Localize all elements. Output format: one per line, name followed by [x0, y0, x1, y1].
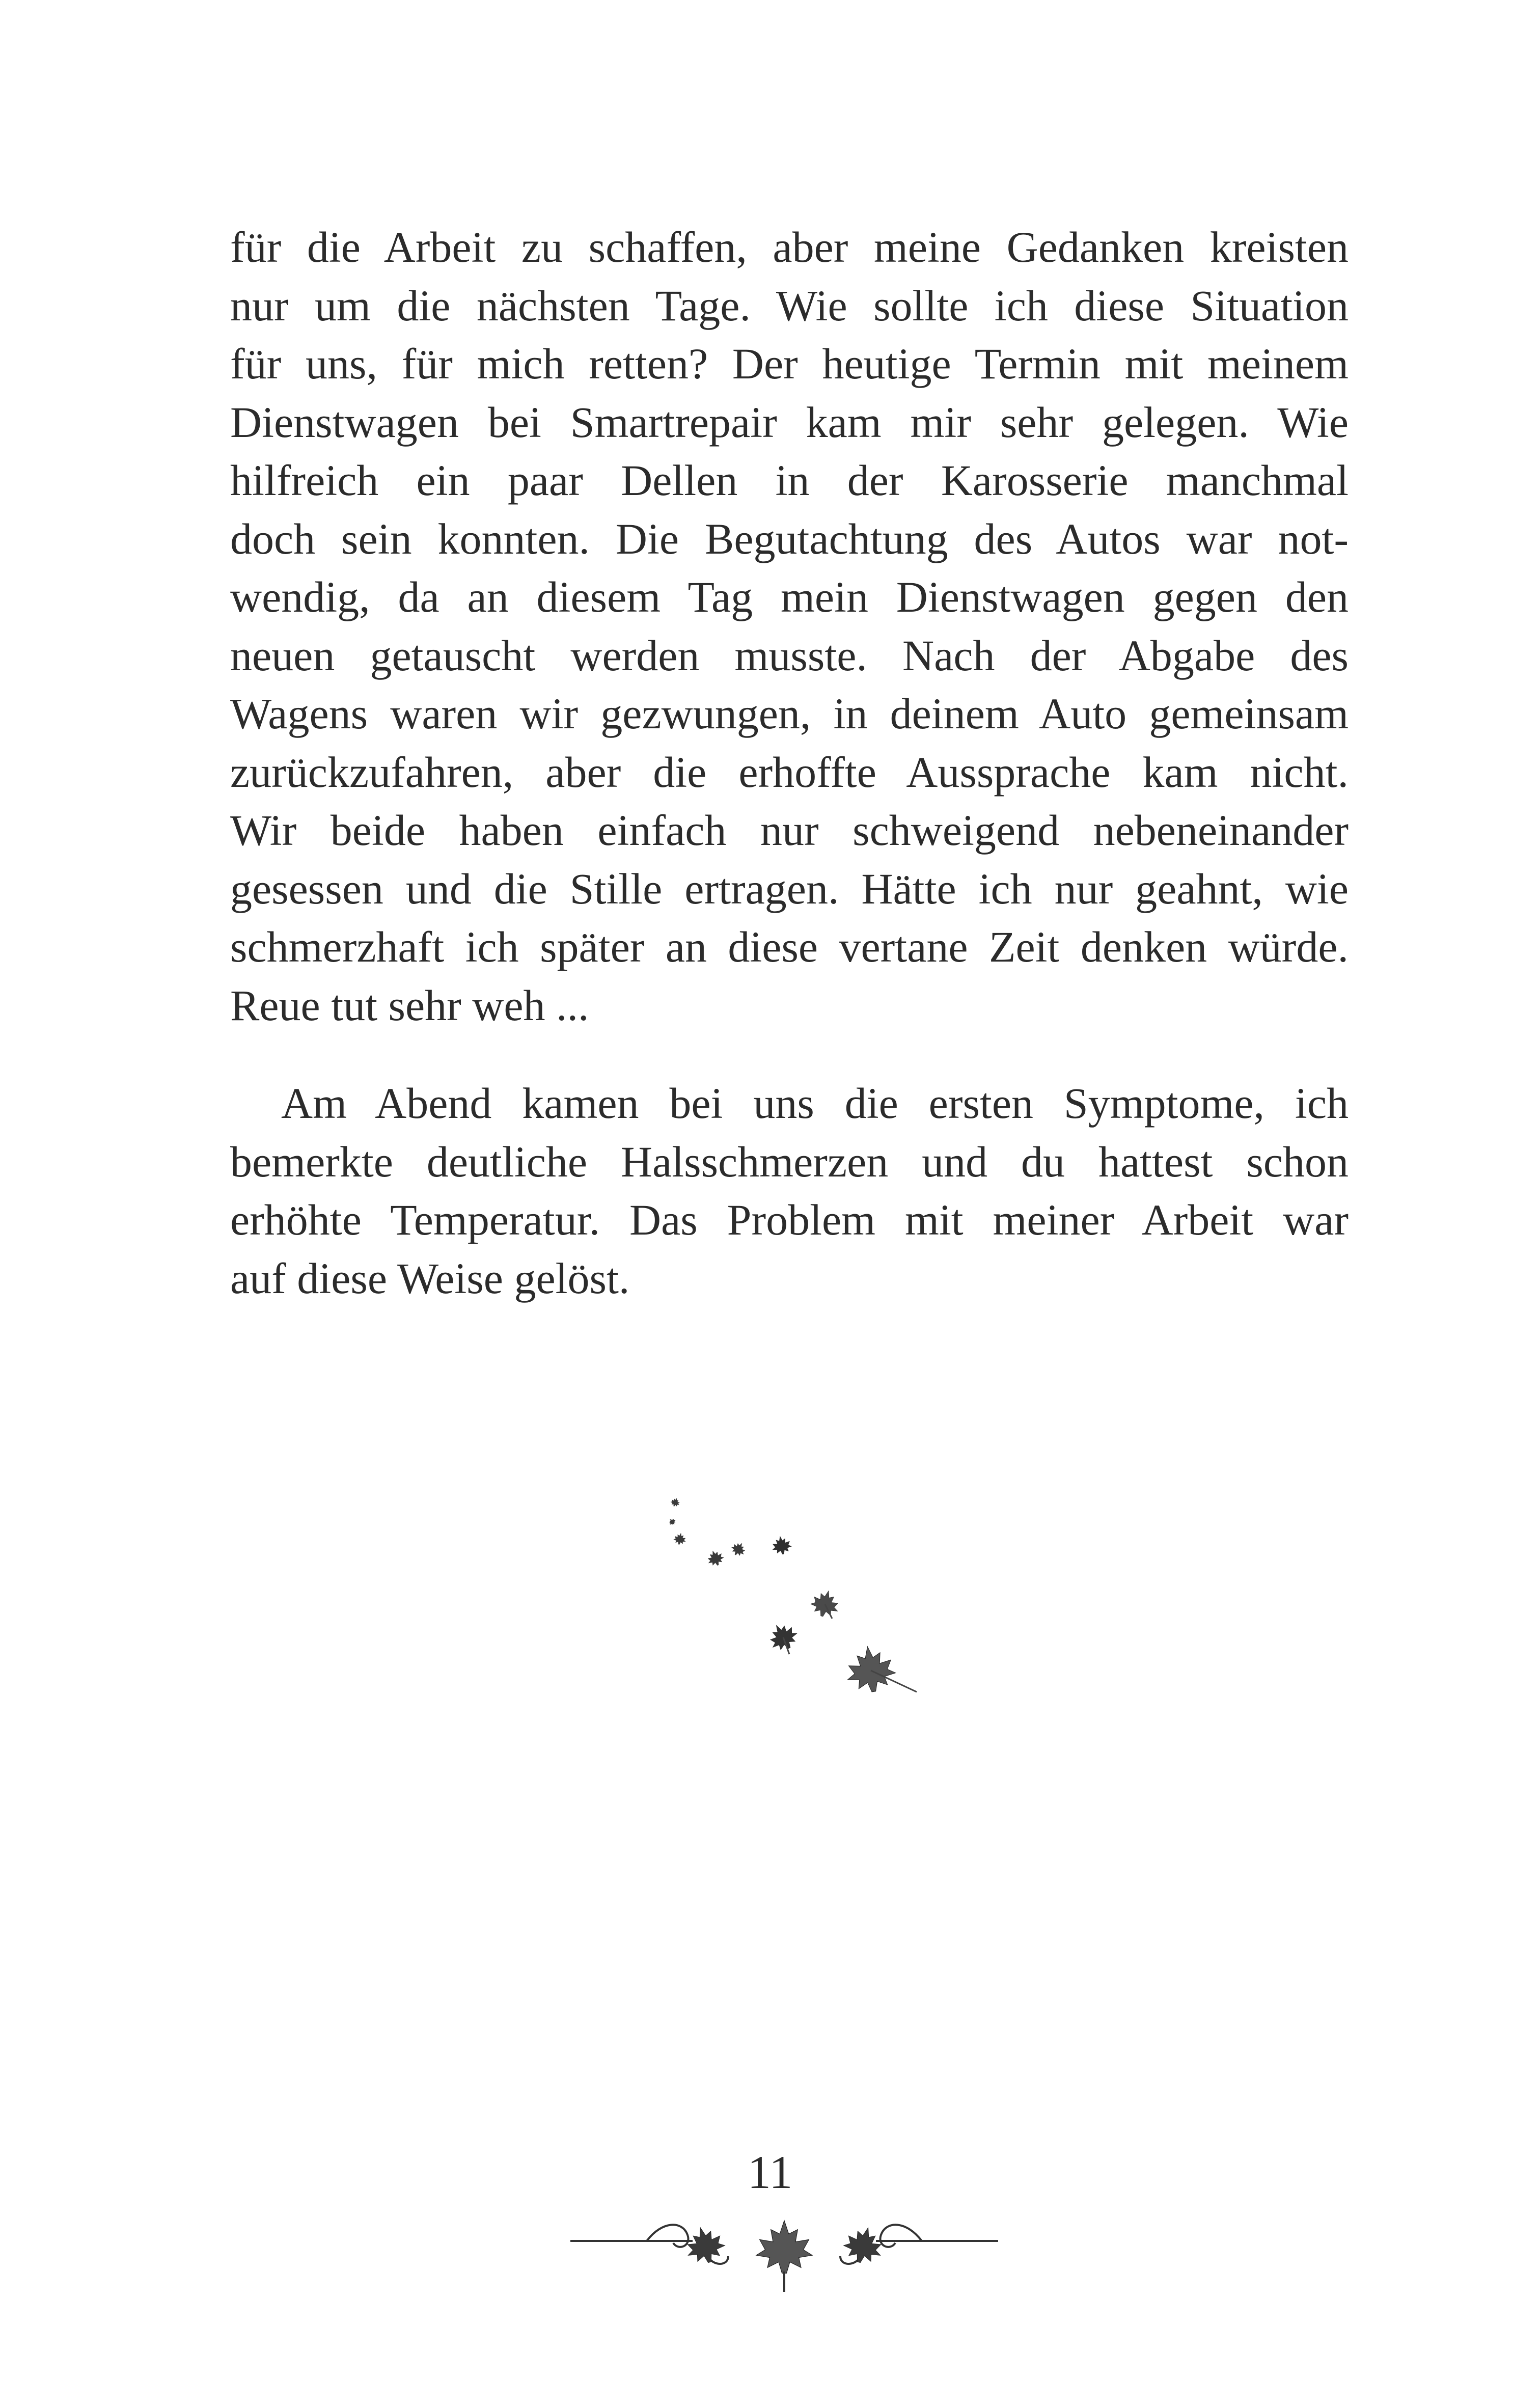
- text-line: zurückzufahren, aber die erhoffte Aussprache kam nicht.: [230, 747, 1349, 797]
- page-number: 11: [747, 2146, 793, 2198]
- text-line: schmerzhaft ich später an diese vertane Zeit denken würde.: [230, 922, 1349, 971]
- paragraph-2: [230, 1074, 1349, 1307]
- text-line: hilfreich ein paar Dellen in der Karosserie manchmal: [230, 456, 1349, 505]
- text-line: nur um die nächsten Tage. Wie sollte ich diese Situation: [230, 281, 1349, 330]
- text-line: auf diese Weise gelöst.: [230, 1253, 630, 1303]
- text-line: Reue tut sehr weh ...: [230, 980, 589, 1030]
- text-line: Dienstwagen bei Smartrepair kam mir sehr gelegen. Wie: [230, 397, 1349, 447]
- text-line: erhöhte Temperatur. Das Problem mit meiner Arbeit war: [230, 1195, 1349, 1244]
- text-line: Wir beide haben einfach nur schweigend nebeneinander: [230, 806, 1349, 855]
- text-line: doch sein konnten. Die Begutachtung des Autos war not-: [230, 514, 1349, 563]
- text-line: neuen getauscht werden musste. Nach der Abgabe des: [230, 631, 1349, 680]
- text-line: wendig, da an diesem Tag mein Dienstwagen gegen den: [230, 572, 1349, 621]
- text-line: für uns, für mich retten? Der heutige Termin mit meinem: [230, 339, 1349, 388]
- text-line: bemerkte deutliche Halsschmerzen und du hattest schon: [230, 1137, 1349, 1186]
- text-line: Am Abend kamen bei uns die ersten Symptome, ich: [281, 1079, 1349, 1128]
- leaf-vine-icon: [560, 2210, 1008, 2307]
- maple-leaves-icon: [652, 1492, 937, 1706]
- paragraph-1: [230, 218, 1349, 1034]
- text-line: Wagens waren wir gezwungen, in deinem Auto gemeinsam: [230, 689, 1349, 738]
- text-line: für die Arbeit zu schaffen, aber meine Gedanken kreisten: [230, 223, 1349, 271]
- text-line: gesessen und die Stille ertragen. Hätte ich nur geahnt, wie: [230, 864, 1349, 913]
